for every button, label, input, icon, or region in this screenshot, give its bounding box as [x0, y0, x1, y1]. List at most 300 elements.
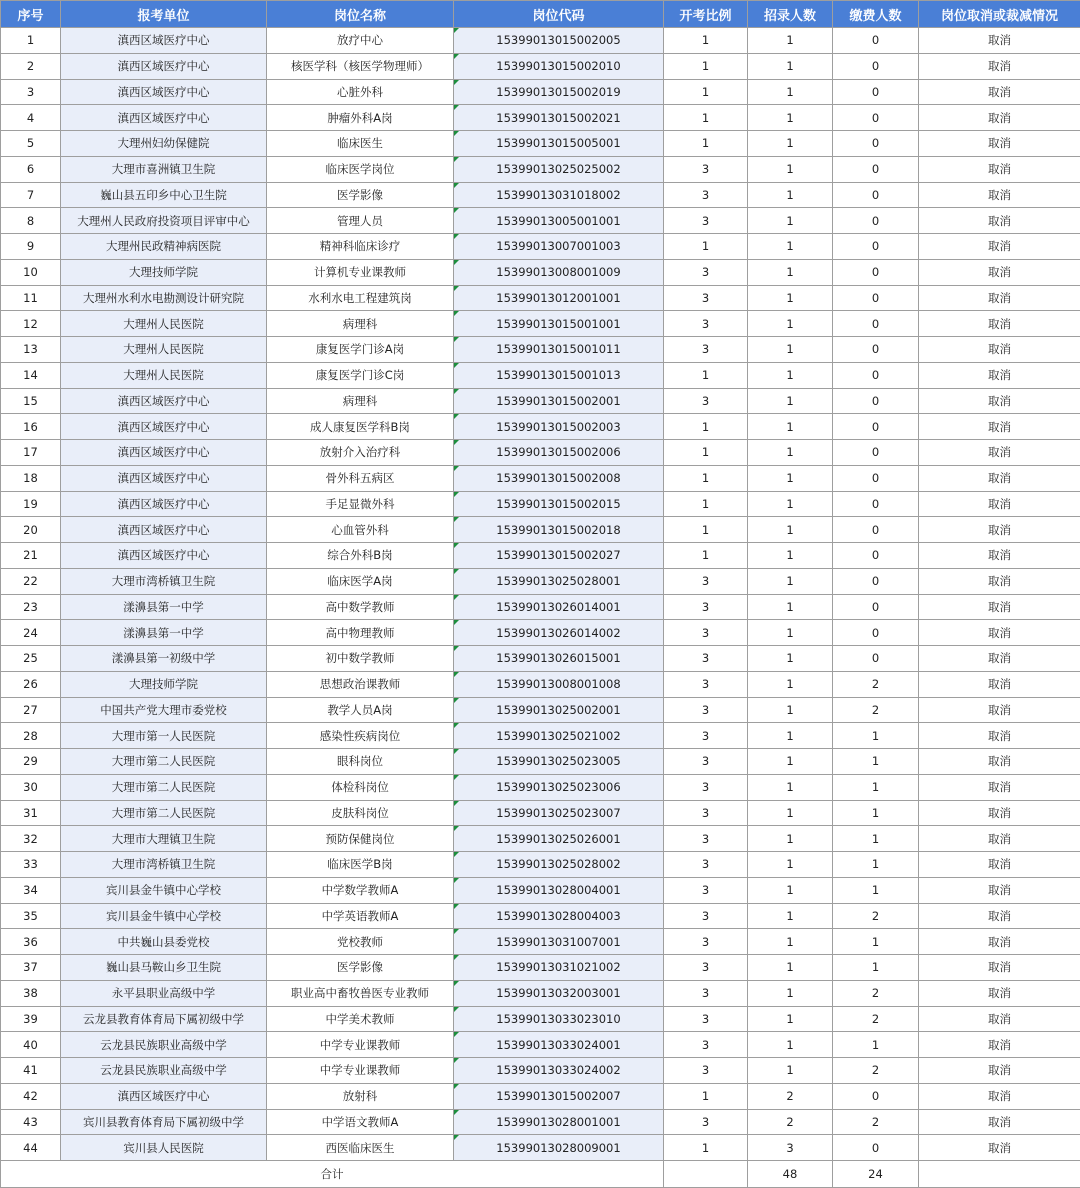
- header-row: [1, 1, 1080, 28]
- position-code-cell: 15399013025028001: [454, 568, 664, 594]
- position-code-cell: 15399013015002003: [454, 414, 664, 440]
- cancel-status-cell: 取消: [919, 929, 1080, 955]
- hire-count-cell: 1: [748, 285, 833, 311]
- cancel-status-cell: 取消: [919, 517, 1080, 543]
- table-row: [1, 774, 1080, 800]
- serial-number-cell: 34: [1, 877, 61, 903]
- paid-count-cell: 0: [833, 517, 919, 543]
- position-name-cell: 初中数学教师: [267, 646, 454, 672]
- exam-ratio-cell: 3: [664, 311, 748, 337]
- cancel-status-cell: 取消: [919, 28, 1080, 54]
- applying-unit-cell: 大理市第二人民医院: [61, 749, 267, 775]
- position-code-cell: 15399013015001013: [454, 362, 664, 388]
- table-row: [1, 362, 1080, 388]
- paid-count-cell: 0: [833, 362, 919, 388]
- total-paid-count: 24: [833, 1161, 919, 1188]
- serial-number-cell: 41: [1, 1058, 61, 1084]
- cancel-status-cell: 取消: [919, 620, 1080, 646]
- hire-count-cell: 1: [748, 156, 833, 182]
- applying-unit-cell: 大理州人民医院: [61, 311, 267, 337]
- applying-unit-cell: 大理市第一人民医院: [61, 723, 267, 749]
- serial-number-cell: 24: [1, 620, 61, 646]
- paid-count-cell: 0: [833, 414, 919, 440]
- position-name-cell: 临床医学A岗: [267, 568, 454, 594]
- position-name-cell: 临床医生: [267, 131, 454, 157]
- exam-ratio-cell: 3: [664, 646, 748, 672]
- applying-unit-cell: 大理市湾桥镇卫生院: [61, 568, 267, 594]
- table-row: [1, 723, 1080, 749]
- hire-count-cell: 1: [748, 929, 833, 955]
- total-ratio-cell: [664, 1161, 748, 1188]
- position-name-cell: 党校教师: [267, 929, 454, 955]
- table-row: [1, 1032, 1080, 1058]
- paid-count-cell: 0: [833, 337, 919, 363]
- cancel-status-cell: 取消: [919, 362, 1080, 388]
- cancel-status-cell: 取消: [919, 1058, 1080, 1084]
- header-hire-count: 招录人数: [748, 1, 833, 28]
- table-row: [1, 1109, 1080, 1135]
- table-row: [1, 28, 1080, 54]
- header-exam-ratio: 开考比例: [664, 1, 748, 28]
- serial-number-cell: 6: [1, 156, 61, 182]
- paid-count-cell: 1: [833, 955, 919, 981]
- exam-ratio-cell: 3: [664, 903, 748, 929]
- position-code-cell: 15399013015002027: [454, 543, 664, 569]
- position-code-cell: 15399013026015001: [454, 646, 664, 672]
- hire-count-cell: 2: [748, 1083, 833, 1109]
- exam-ratio-cell: 3: [664, 337, 748, 363]
- exam-ratio-cell: 3: [664, 594, 748, 620]
- paid-count-cell: 0: [833, 568, 919, 594]
- paid-count-cell: 1: [833, 749, 919, 775]
- exam-ratio-cell: 3: [664, 1109, 748, 1135]
- exam-ratio-cell: 3: [664, 800, 748, 826]
- cancel-status-cell: 取消: [919, 440, 1080, 466]
- applying-unit-cell: 中共巍山县委党校: [61, 929, 267, 955]
- applying-unit-cell: 大理技师学院: [61, 259, 267, 285]
- table-row: [1, 826, 1080, 852]
- table-row: [1, 337, 1080, 363]
- exam-ratio-cell: 3: [664, 1058, 748, 1084]
- cancel-status-cell: 取消: [919, 774, 1080, 800]
- exam-ratio-cell: 3: [664, 156, 748, 182]
- hire-count-cell: 1: [748, 594, 833, 620]
- hire-count-cell: 1: [748, 105, 833, 131]
- hire-count-cell: 1: [748, 1058, 833, 1084]
- applying-unit-cell: 大理州民政精神病医院: [61, 234, 267, 260]
- position-code-cell: 15399013015002008: [454, 465, 664, 491]
- position-name-cell: 医学影像: [267, 182, 454, 208]
- table-row: [1, 79, 1080, 105]
- applying-unit-cell: 云龙县民族职业高级中学: [61, 1032, 267, 1058]
- position-code-cell: 15399013025023007: [454, 800, 664, 826]
- serial-number-cell: 4: [1, 105, 61, 131]
- position-name-cell: 职业高中畜牧兽医专业教师: [267, 980, 454, 1006]
- table-row: [1, 208, 1080, 234]
- table-row: [1, 980, 1080, 1006]
- position-code-cell: 15399013015002005: [454, 28, 664, 54]
- serial-number-cell: 22: [1, 568, 61, 594]
- serial-number-cell: 28: [1, 723, 61, 749]
- serial-number-cell: 27: [1, 697, 61, 723]
- position-name-cell: 病理科: [267, 388, 454, 414]
- cancel-status-cell: 取消: [919, 53, 1080, 79]
- hire-count-cell: 1: [748, 491, 833, 517]
- serial-number-cell: 9: [1, 234, 61, 260]
- table-row: [1, 388, 1080, 414]
- exam-ratio-cell: 3: [664, 929, 748, 955]
- position-code-cell: 15399013031018002: [454, 182, 664, 208]
- position-code-cell: 15399013015002015: [454, 491, 664, 517]
- exam-ratio-cell: 3: [664, 697, 748, 723]
- position-name-cell: 成人康复医学科B岗: [267, 414, 454, 440]
- paid-count-cell: 0: [833, 156, 919, 182]
- position-code-cell: 15399013031021002: [454, 955, 664, 981]
- position-code-cell: 15399013008001008: [454, 671, 664, 697]
- table-row: [1, 594, 1080, 620]
- cancel-status-cell: 取消: [919, 79, 1080, 105]
- table-row: [1, 543, 1080, 569]
- position-name-cell: 高中物理教师: [267, 620, 454, 646]
- serial-number-cell: 33: [1, 852, 61, 878]
- cancel-status-cell: 取消: [919, 1109, 1080, 1135]
- exam-ratio-cell: 1: [664, 1083, 748, 1109]
- position-code-cell: 15399013028004003: [454, 903, 664, 929]
- paid-count-cell: 2: [833, 1058, 919, 1084]
- cancel-status-cell: 取消: [919, 903, 1080, 929]
- hire-count-cell: 1: [748, 568, 833, 594]
- serial-number-cell: 25: [1, 646, 61, 672]
- exam-ratio-cell: 3: [664, 620, 748, 646]
- exam-ratio-cell: 3: [664, 826, 748, 852]
- cancel-status-cell: 取消: [919, 414, 1080, 440]
- position-name-cell: 中学英语教师A: [267, 903, 454, 929]
- exam-ratio-cell: 3: [664, 955, 748, 981]
- cancel-status-cell: 取消: [919, 208, 1080, 234]
- cancel-status-cell: 取消: [919, 131, 1080, 157]
- hire-count-cell: 1: [748, 774, 833, 800]
- table-row: [1, 1006, 1080, 1032]
- serial-number-cell: 20: [1, 517, 61, 543]
- hire-count-cell: 1: [748, 465, 833, 491]
- applying-unit-cell: 巍山县马鞍山乡卫生院: [61, 955, 267, 981]
- serial-number-cell: 23: [1, 594, 61, 620]
- hire-count-cell: 1: [748, 877, 833, 903]
- applying-unit-cell: 永平县职业高级中学: [61, 980, 267, 1006]
- serial-number-cell: 40: [1, 1032, 61, 1058]
- paid-count-cell: 0: [833, 465, 919, 491]
- paid-count-cell: 0: [833, 53, 919, 79]
- exam-ratio-cell: 1: [664, 28, 748, 54]
- applying-unit-cell: 大理州水利水电勘测设计研究院: [61, 285, 267, 311]
- serial-number-cell: 12: [1, 311, 61, 337]
- serial-number-cell: 43: [1, 1109, 61, 1135]
- position-name-cell: 心脏外科: [267, 79, 454, 105]
- total-status-cell: [919, 1161, 1080, 1188]
- cancel-status-cell: 取消: [919, 594, 1080, 620]
- exam-ratio-cell: 3: [664, 749, 748, 775]
- applying-unit-cell: 宾川县金牛镇中心学校: [61, 903, 267, 929]
- serial-number-cell: 19: [1, 491, 61, 517]
- applying-unit-cell: 大理州妇幼保健院: [61, 131, 267, 157]
- applying-unit-cell: 云龙县民族职业高级中学: [61, 1058, 267, 1084]
- position-name-cell: 中学专业课教师: [267, 1058, 454, 1084]
- exam-ratio-cell: 3: [664, 877, 748, 903]
- position-code-cell: 15399013032003001: [454, 980, 664, 1006]
- paid-count-cell: 2: [833, 671, 919, 697]
- exam-ratio-cell: 3: [664, 568, 748, 594]
- applying-unit-cell: 大理市大理镇卫生院: [61, 826, 267, 852]
- paid-count-cell: 0: [833, 182, 919, 208]
- exam-ratio-cell: 1: [664, 131, 748, 157]
- cancel-status-cell: 取消: [919, 285, 1080, 311]
- exam-ratio-cell: 3: [664, 259, 748, 285]
- cancel-status-cell: 取消: [919, 156, 1080, 182]
- hire-count-cell: 1: [748, 1006, 833, 1032]
- position-name-cell: 体检科岗位: [267, 774, 454, 800]
- paid-count-cell: 0: [833, 131, 919, 157]
- header-position-name: 岗位名称: [267, 1, 454, 28]
- position-name-cell: 中学专业课教师: [267, 1032, 454, 1058]
- paid-count-cell: 0: [833, 440, 919, 466]
- position-name-cell: 骨外科五病区: [267, 465, 454, 491]
- serial-number-cell: 37: [1, 955, 61, 981]
- paid-count-cell: 0: [833, 79, 919, 105]
- hire-count-cell: 1: [748, 852, 833, 878]
- serial-number-cell: 38: [1, 980, 61, 1006]
- exam-ratio-cell: 1: [664, 53, 748, 79]
- cancel-status-cell: 取消: [919, 568, 1080, 594]
- cancel-status-cell: 取消: [919, 826, 1080, 852]
- hire-count-cell: 1: [748, 131, 833, 157]
- position-name-cell: 康复医学门诊A岗: [267, 337, 454, 363]
- serial-number-cell: 10: [1, 259, 61, 285]
- exam-ratio-cell: 3: [664, 723, 748, 749]
- cancel-status-cell: 取消: [919, 337, 1080, 363]
- cancel-status-cell: 取消: [919, 697, 1080, 723]
- paid-count-cell: 1: [833, 774, 919, 800]
- hire-count-cell: 1: [748, 28, 833, 54]
- table-row: [1, 285, 1080, 311]
- table-row: [1, 568, 1080, 594]
- cancel-status-cell: 取消: [919, 723, 1080, 749]
- position-name-cell: 高中数学教师: [267, 594, 454, 620]
- table-row: [1, 852, 1080, 878]
- cancel-status-cell: 取消: [919, 646, 1080, 672]
- cancel-status-cell: 取消: [919, 388, 1080, 414]
- position-name-cell: 教学人员A岗: [267, 697, 454, 723]
- table-row: [1, 646, 1080, 672]
- position-name-cell: 心血管外科: [267, 517, 454, 543]
- position-name-cell: 中学语文教师A: [267, 1109, 454, 1135]
- paid-count-cell: 0: [833, 543, 919, 569]
- serial-number-cell: 13: [1, 337, 61, 363]
- table-row: [1, 620, 1080, 646]
- position-code-cell: 15399013025021002: [454, 723, 664, 749]
- applying-unit-cell: 滇西区域医疗中心: [61, 388, 267, 414]
- position-name-cell: 手足显微外科: [267, 491, 454, 517]
- applying-unit-cell: 巍山县五印乡中心卫生院: [61, 182, 267, 208]
- total-row: [1, 1161, 1080, 1188]
- paid-count-cell: 0: [833, 388, 919, 414]
- applying-unit-cell: 大理州人民医院: [61, 362, 267, 388]
- cancel-status-cell: 取消: [919, 1032, 1080, 1058]
- position-code-cell: 15399013025002001: [454, 697, 664, 723]
- position-code-cell: 15399013008001009: [454, 259, 664, 285]
- position-name-cell: 精神科临床诊疗: [267, 234, 454, 260]
- table-row: [1, 131, 1080, 157]
- hire-count-cell: 1: [748, 208, 833, 234]
- applying-unit-cell: 宾川县人民医院: [61, 1135, 267, 1161]
- hire-count-cell: 1: [748, 1032, 833, 1058]
- exam-ratio-cell: 1: [664, 1135, 748, 1161]
- applying-unit-cell: 滇西区域医疗中心: [61, 414, 267, 440]
- table-row: [1, 903, 1080, 929]
- position-code-cell: 15399013031007001: [454, 929, 664, 955]
- position-code-cell: 15399013015001011: [454, 337, 664, 363]
- hire-count-cell: 1: [748, 543, 833, 569]
- serial-number-cell: 5: [1, 131, 61, 157]
- applying-unit-cell: 宾川县教育体育局下属初级中学: [61, 1109, 267, 1135]
- hire-count-cell: 1: [748, 800, 833, 826]
- hire-count-cell: 1: [748, 311, 833, 337]
- paid-count-cell: 0: [833, 594, 919, 620]
- position-name-cell: 水利水电工程建筑岗: [267, 285, 454, 311]
- cancel-status-cell: 取消: [919, 800, 1080, 826]
- table-row: [1, 1135, 1080, 1161]
- table-row: [1, 491, 1080, 517]
- position-code-cell: 15399013015002021: [454, 105, 664, 131]
- cancel-status-cell: 取消: [919, 491, 1080, 517]
- position-name-cell: 计算机专业课教师: [267, 259, 454, 285]
- position-code-cell: 15399013015002001: [454, 388, 664, 414]
- paid-count-cell: 1: [833, 852, 919, 878]
- position-name-cell: 康复医学门诊C岗: [267, 362, 454, 388]
- serial-number-cell: 21: [1, 543, 61, 569]
- position-name-cell: 核医学科（核医学物理师）: [267, 53, 454, 79]
- serial-number-cell: 16: [1, 414, 61, 440]
- position-code-cell: 15399013025028002: [454, 852, 664, 878]
- exam-ratio-cell: 3: [664, 1032, 748, 1058]
- cancel-status-cell: 取消: [919, 1006, 1080, 1032]
- hire-count-cell: 1: [748, 53, 833, 79]
- paid-count-cell: 0: [833, 491, 919, 517]
- cancel-status-cell: 取消: [919, 259, 1080, 285]
- header-paid-count: 缴费人数: [833, 1, 919, 28]
- applying-unit-cell: 大理市湾桥镇卫生院: [61, 852, 267, 878]
- cancel-status-cell: 取消: [919, 955, 1080, 981]
- paid-count-cell: 2: [833, 697, 919, 723]
- applying-unit-cell: 滇西区域医疗中心: [61, 1083, 267, 1109]
- table-row: [1, 156, 1080, 182]
- paid-count-cell: 1: [833, 800, 919, 826]
- cancel-status-cell: 取消: [919, 182, 1080, 208]
- position-code-cell: 15399013015001001: [454, 311, 664, 337]
- applying-unit-cell: 滇西区域医疗中心: [61, 440, 267, 466]
- position-name-cell: 放射介入治疗科: [267, 440, 454, 466]
- serial-number-cell: 30: [1, 774, 61, 800]
- paid-count-cell: 1: [833, 826, 919, 852]
- table-row: [1, 671, 1080, 697]
- applying-unit-cell: 滇西区域医疗中心: [61, 465, 267, 491]
- position-name-cell: 医学影像: [267, 955, 454, 981]
- exam-ratio-cell: 3: [664, 182, 748, 208]
- table-row: [1, 517, 1080, 543]
- exam-ratio-cell: 3: [664, 388, 748, 414]
- hire-count-cell: 3: [748, 1135, 833, 1161]
- position-code-cell: 15399013033024002: [454, 1058, 664, 1084]
- table-row: [1, 234, 1080, 260]
- hire-count-cell: 1: [748, 440, 833, 466]
- header-applying-unit: 报考单位: [61, 1, 267, 28]
- cancel-status-cell: 取消: [919, 311, 1080, 337]
- table-row: [1, 182, 1080, 208]
- position-code-cell: 15399013028009001: [454, 1135, 664, 1161]
- table-row: [1, 929, 1080, 955]
- table-row: [1, 1058, 1080, 1084]
- exam-ratio-cell: 1: [664, 414, 748, 440]
- paid-count-cell: 0: [833, 620, 919, 646]
- serial-number-cell: 2: [1, 53, 61, 79]
- position-name-cell: 中学美术教师: [267, 1006, 454, 1032]
- exam-ratio-cell: 1: [664, 79, 748, 105]
- applying-unit-cell: 漾濞县第一中学: [61, 594, 267, 620]
- cancel-status-cell: 取消: [919, 852, 1080, 878]
- applying-unit-cell: 大理技师学院: [61, 671, 267, 697]
- applying-unit-cell: 滇西区域医疗中心: [61, 79, 267, 105]
- applying-unit-cell: 漾濞县第一中学: [61, 620, 267, 646]
- position-name-cell: 眼科岗位: [267, 749, 454, 775]
- serial-number-cell: 42: [1, 1083, 61, 1109]
- table-row: [1, 697, 1080, 723]
- cancel-status-cell: 取消: [919, 877, 1080, 903]
- table-row: [1, 105, 1080, 131]
- hire-count-cell: 1: [748, 259, 833, 285]
- hire-count-cell: 1: [748, 234, 833, 260]
- position-code-cell: 15399013028001001: [454, 1109, 664, 1135]
- table-row: [1, 800, 1080, 826]
- position-code-cell: 15399013025023005: [454, 749, 664, 775]
- serial-number-cell: 35: [1, 903, 61, 929]
- header-serial-number: 序号: [1, 1, 61, 28]
- position-name-cell: 思想政治课教师: [267, 671, 454, 697]
- table-row: [1, 311, 1080, 337]
- paid-count-cell: 0: [833, 311, 919, 337]
- applying-unit-cell: 宾川县金牛镇中心学校: [61, 877, 267, 903]
- paid-count-cell: 0: [833, 646, 919, 672]
- paid-count-cell: 0: [833, 208, 919, 234]
- applying-unit-cell: 云龙县教育体育局下属初级中学: [61, 1006, 267, 1032]
- position-code-cell: 15399013025026001: [454, 826, 664, 852]
- exam-ratio-cell: 1: [664, 543, 748, 569]
- total-hire-count: 48: [748, 1161, 833, 1188]
- exam-ratio-cell: 3: [664, 980, 748, 1006]
- paid-count-cell: 0: [833, 1083, 919, 1109]
- position-name-cell: 中学数学教师A: [267, 877, 454, 903]
- paid-count-cell: 2: [833, 980, 919, 1006]
- table-row: [1, 749, 1080, 775]
- position-name-cell: 放射科: [267, 1083, 454, 1109]
- paid-count-cell: 2: [833, 1109, 919, 1135]
- total-label: 合计: [1, 1161, 664, 1188]
- table-row: [1, 465, 1080, 491]
- paid-count-cell: 0: [833, 259, 919, 285]
- exam-ratio-cell: 1: [664, 465, 748, 491]
- serial-number-cell: 18: [1, 465, 61, 491]
- position-code-cell: 15399013015005001: [454, 131, 664, 157]
- applying-unit-cell: 大理市第二人民医院: [61, 774, 267, 800]
- position-name-cell: 病理科: [267, 311, 454, 337]
